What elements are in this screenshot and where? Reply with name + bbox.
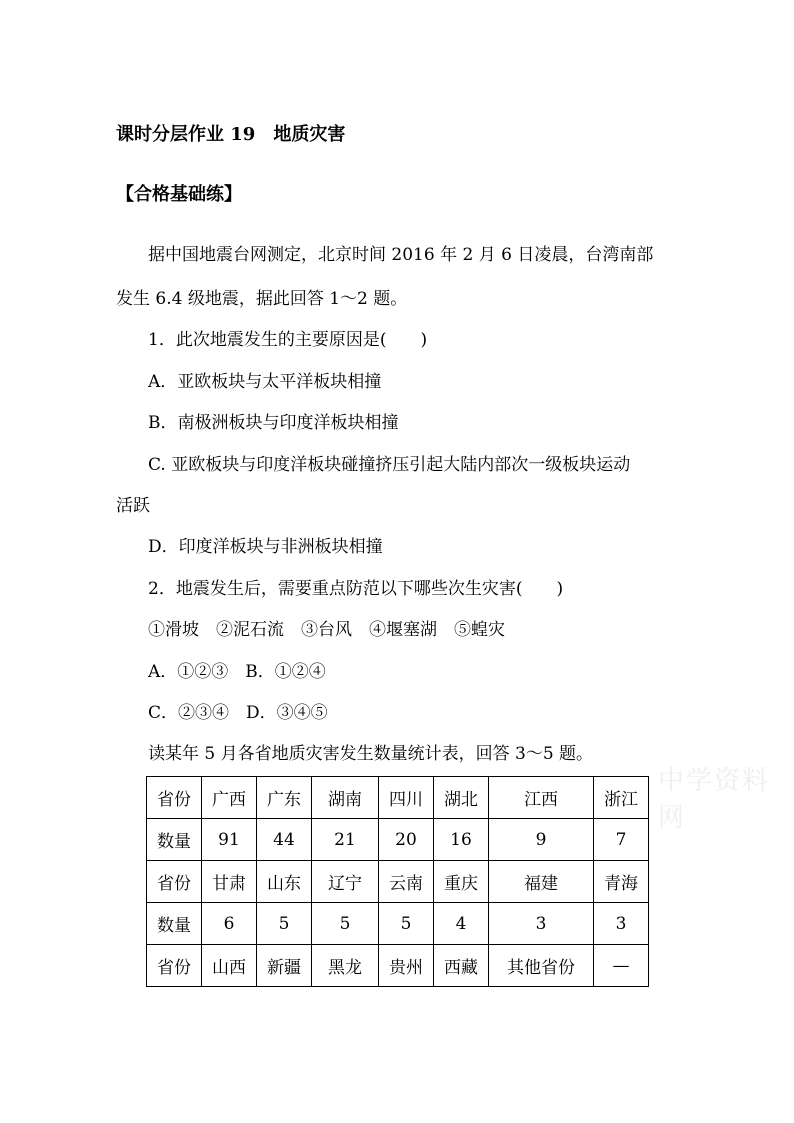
table-cell: 省份 bbox=[147, 945, 202, 987]
question-1-option-c-line-1: C. 亚欧板块与印度洋板块碰撞挤压引起大陆内部次一级板块运动 bbox=[148, 455, 631, 475]
table-cell: 山东 bbox=[257, 861, 312, 903]
table-cell: 黑龙 bbox=[312, 945, 379, 987]
table-cell: 湖北 bbox=[434, 777, 489, 819]
table-cell: 省份 bbox=[147, 861, 202, 903]
table-cell: 省份 bbox=[147, 777, 202, 819]
question-2-stem: 2．地震发生后，需要重点防范以下哪些次生灾害( ) bbox=[148, 579, 564, 599]
table-row bbox=[147, 777, 649, 819]
table-cell: 辽宁 bbox=[312, 861, 379, 903]
table-cell: 数量 bbox=[147, 819, 202, 861]
table-cell: 山西 bbox=[202, 945, 257, 987]
table-cell: 20 bbox=[379, 819, 434, 861]
table-cell: 91 bbox=[202, 819, 257, 861]
table-cell: 贵州 bbox=[379, 945, 434, 987]
question-1-option-b: B．南极洲板块与印度洋板块相撞 bbox=[148, 413, 399, 433]
table-cell: 16 bbox=[434, 819, 489, 861]
table-cell: 9 bbox=[489, 819, 594, 861]
table-cell: 4 bbox=[434, 903, 489, 945]
table-cell: 数量 bbox=[147, 903, 202, 945]
table-row bbox=[147, 861, 649, 903]
table-cell: 3 bbox=[489, 903, 594, 945]
table-cell: 7 bbox=[594, 819, 649, 861]
question-1-option-d: D．印度洋板块与非洲板块相撞 bbox=[148, 537, 383, 557]
disaster-statistics-table bbox=[146, 776, 649, 987]
table-cell: 福建 bbox=[489, 861, 594, 903]
table-cell: 甘肃 bbox=[202, 861, 257, 903]
table-cell: 其他省份 bbox=[489, 945, 594, 987]
table-cell: 四川 bbox=[379, 777, 434, 819]
table-cell: 江西 bbox=[489, 777, 594, 819]
table-cell: 新疆 bbox=[257, 945, 312, 987]
table-cell: 湖南 bbox=[312, 777, 379, 819]
table-cell: 5 bbox=[312, 903, 379, 945]
intro-line-2: 发生 6.4 级地震，据此回答 1～2 题。 bbox=[116, 289, 408, 309]
question-1-option-c-line-2: 活跃 bbox=[116, 496, 150, 516]
table-cell: 21 bbox=[312, 819, 379, 861]
table-cell: 重庆 bbox=[434, 861, 489, 903]
watermark-text: 中学资料网 bbox=[658, 766, 771, 833]
table-row bbox=[147, 903, 649, 945]
table-intro: 读某年 5 月各省地质灾害发生数量统计表，回答 3～5 题。 bbox=[148, 744, 594, 764]
question-2-options-cd: C．②③④ D．③④⑤ bbox=[148, 703, 328, 723]
table-cell: 青海 bbox=[594, 861, 649, 903]
table-row bbox=[147, 945, 649, 987]
question-2-items: ①滑坡 ②泥石流 ③台风 ④堰塞湖 ⑤蝗灾 bbox=[148, 620, 505, 640]
table-cell: 5 bbox=[379, 903, 434, 945]
table-cell: 浙江 bbox=[594, 777, 649, 819]
table-cell: 广东 bbox=[257, 777, 312, 819]
table-cell: — bbox=[594, 945, 649, 987]
question-1-option-a: A．亚欧板块与太平洋板块相撞 bbox=[148, 372, 382, 392]
intro-line-1: 据中国地震台网测定，北京时间 2016 年 2 月 6 日凌晨，台湾南部 bbox=[148, 245, 654, 265]
section-heading: 【合格基础练】 bbox=[116, 184, 242, 205]
table-cell: 西藏 bbox=[434, 945, 489, 987]
table-cell: 广西 bbox=[202, 777, 257, 819]
page-title: 课时分层作业 19 地质灾害 bbox=[116, 124, 346, 145]
question-1-stem: 1．此次地震发生的主要原因是( ) bbox=[148, 330, 428, 350]
question-2-options-ab: A．①②③ B．①②④ bbox=[148, 662, 326, 682]
table-row bbox=[147, 819, 649, 861]
table-cell: 5 bbox=[257, 903, 312, 945]
table-cell: 3 bbox=[594, 903, 649, 945]
table-cell: 44 bbox=[257, 819, 312, 861]
table-cell: 云南 bbox=[379, 861, 434, 903]
table-cell: 6 bbox=[202, 903, 257, 945]
